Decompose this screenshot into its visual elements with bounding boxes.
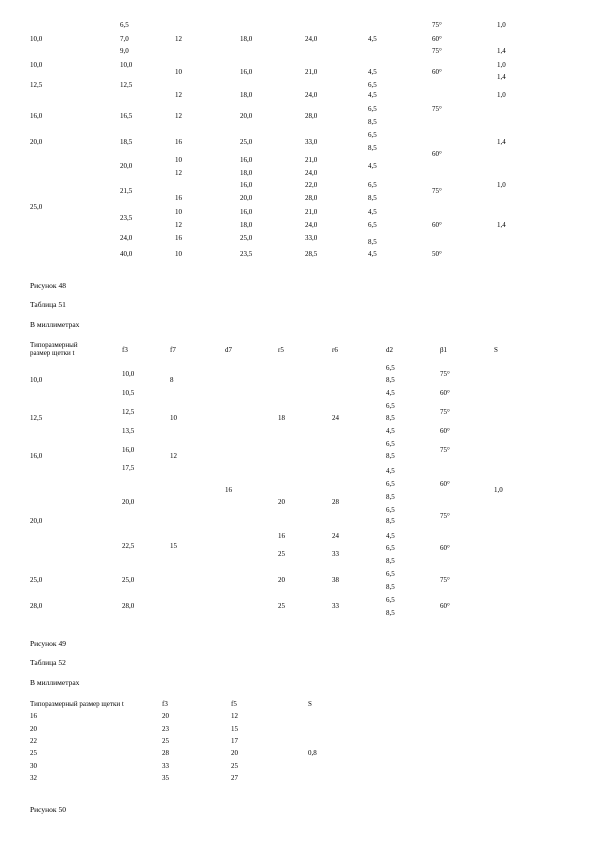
table-cell: 12 xyxy=(175,35,182,43)
table-cell: 60° xyxy=(440,389,450,397)
table-cell: 8,5 xyxy=(368,194,377,202)
table-cell: 33 xyxy=(332,550,339,558)
table-cell: 1,4 xyxy=(497,47,506,55)
table-header-cell: d2 xyxy=(386,346,393,354)
table-cell: 60° xyxy=(432,35,442,43)
table-header-cell: r6 xyxy=(332,346,338,354)
table-cell: 4,5 xyxy=(386,427,395,435)
table-cell: 12 xyxy=(231,712,238,720)
table-cell: 24 xyxy=(332,414,339,422)
table-cell: 12 xyxy=(175,169,182,177)
table-cell: 20,0 xyxy=(240,194,253,202)
table-cell: 4,5 xyxy=(368,250,377,258)
table-header-cell: f5 xyxy=(231,700,237,708)
table-cell: 28,0 xyxy=(305,112,318,120)
table-cell: 60° xyxy=(440,427,450,435)
table-cell: 33,0 xyxy=(305,234,318,242)
table-cell: 20 xyxy=(278,498,285,506)
table-cell: 60° xyxy=(440,480,450,488)
table-cell: 10 xyxy=(175,68,182,76)
table-cell: 20,0 xyxy=(30,138,43,146)
table-cell: 4,5 xyxy=(386,389,395,397)
table-cell: 4,5 xyxy=(386,467,395,475)
table-cell: 40,0 xyxy=(120,250,133,258)
table-cell: 28 xyxy=(332,498,339,506)
table-cell: 8,5 xyxy=(386,376,395,384)
table-cell: 12 xyxy=(175,112,182,120)
table-cell: 18,0 xyxy=(240,35,253,43)
table-cell: 8,5 xyxy=(386,557,395,565)
table-header-cell: β1 xyxy=(440,346,448,354)
figure-caption: Рисунок 50 xyxy=(30,805,66,814)
table-cell: 13,5 xyxy=(122,427,135,435)
table-cell: 12 xyxy=(170,452,177,460)
table-cell: 6,5 xyxy=(368,181,377,189)
table-cell: 32 xyxy=(30,774,37,782)
table-cell: 8,5 xyxy=(386,493,395,501)
table-cell: 10,0 xyxy=(122,370,135,378)
table-cell: 16 xyxy=(175,138,182,146)
table-cell: 17,5 xyxy=(122,464,135,472)
table-cell: 4,5 xyxy=(386,532,395,540)
table-cell: 25 xyxy=(278,550,285,558)
table-cell: 23,5 xyxy=(120,214,133,222)
table-cell: 10,0 xyxy=(30,35,43,43)
table-cell: 16,5 xyxy=(120,112,133,120)
table-cell: 1,0 xyxy=(494,486,503,494)
table-cell: 8,5 xyxy=(368,118,377,126)
table-header-cell: f3 xyxy=(162,700,168,708)
table-cell: 23,5 xyxy=(240,250,253,258)
table-cell: 21,0 xyxy=(305,68,318,76)
table-cell: 8,5 xyxy=(368,144,377,152)
table-cell: 75° xyxy=(432,187,442,195)
table-cell: 28,0 xyxy=(122,602,135,610)
table-cell: 4,5 xyxy=(368,208,377,216)
table-cell: 12 xyxy=(175,221,182,229)
table-cell: 10,0 xyxy=(30,61,43,69)
table-cell: 6,5 xyxy=(386,596,395,604)
table-cell: 18,5 xyxy=(120,138,133,146)
table-header-cell: d7 xyxy=(225,346,232,354)
table-cell: 10 xyxy=(175,208,182,216)
table-cell: 25 xyxy=(231,762,238,770)
table-cell: 20,0 xyxy=(120,162,133,170)
table-cell: 60° xyxy=(432,221,442,229)
table-header-cell: f3 xyxy=(122,346,128,354)
table-cell: 21,5 xyxy=(120,187,133,195)
table-cell: 33,0 xyxy=(305,138,318,146)
table-header-cell: r5 xyxy=(278,346,284,354)
table-cell: 1,4 xyxy=(497,138,506,146)
table-cell: 0,8 xyxy=(308,749,317,757)
table-cell: 8,5 xyxy=(386,414,395,422)
table-cell: 33 xyxy=(332,602,339,610)
table-cell: 6,5 xyxy=(368,105,377,113)
table-cell: 75° xyxy=(440,576,450,584)
table-cell: 12 xyxy=(175,91,182,99)
table-cell: 20 xyxy=(30,725,37,733)
table-cell: 12,5 xyxy=(122,408,135,416)
table-cell: 18,0 xyxy=(240,221,253,229)
table-cell: 4,5 xyxy=(368,162,377,170)
table-header-cell: Типоразмерный размер щетки t xyxy=(30,700,124,708)
table-cell: 25 xyxy=(30,749,37,757)
table-cell: 25 xyxy=(278,602,285,610)
table-cell: 75° xyxy=(440,370,450,378)
table-cell: 24,0 xyxy=(120,234,133,242)
table-cell: 16,0 xyxy=(122,446,135,454)
table-cell: 20,0 xyxy=(30,517,43,525)
table-cell: 28,5 xyxy=(305,250,318,258)
table-cell: 17 xyxy=(231,737,238,745)
table-cell: 6,5 xyxy=(386,570,395,578)
table-cell: 10,0 xyxy=(30,376,43,384)
table-header-cell: S xyxy=(308,700,312,708)
table-cell: 8 xyxy=(170,376,174,384)
table-cell: 18,0 xyxy=(240,169,253,177)
table-cell: 16 xyxy=(30,712,37,720)
table-cell: 28 xyxy=(162,749,169,757)
table-cell: 8,5 xyxy=(386,517,395,525)
table-units: В миллиметрах xyxy=(30,320,80,329)
table-cell: 16,0 xyxy=(240,181,253,189)
table-cell: 4,5 xyxy=(368,35,377,43)
table-cell: 21,0 xyxy=(305,156,318,164)
table-cell: 6,5 xyxy=(386,480,395,488)
table-cell: 6,5 xyxy=(368,131,377,139)
table-cell: 33 xyxy=(162,762,169,770)
table-cell: 16 xyxy=(225,486,232,494)
table-cell: 75° xyxy=(440,446,450,454)
table-cell: 6,5 xyxy=(368,221,377,229)
table-header-cell: Типоразмерный размер щетки t xyxy=(30,341,78,357)
table-cell: 18,0 xyxy=(240,91,253,99)
table-cell: 16 xyxy=(175,194,182,202)
table-cell: 12,5 xyxy=(30,414,43,422)
table-cell: 6,5 xyxy=(386,506,395,514)
table-cell: 24,0 xyxy=(305,221,318,229)
table-cell: 75° xyxy=(432,105,442,113)
table-cell: 15 xyxy=(170,542,177,550)
table-cell: 20 xyxy=(278,576,285,584)
table-cell: 7,0 xyxy=(120,35,129,43)
table-cell: 1,0 xyxy=(497,91,506,99)
table-cell: 1,0 xyxy=(497,181,506,189)
table-cell: 22 xyxy=(30,737,37,745)
table-cell: 20,0 xyxy=(240,112,253,120)
table-cell: 6,5 xyxy=(386,364,395,372)
table-cell: 16,0 xyxy=(240,156,253,164)
table-header-cell: S xyxy=(494,346,498,354)
table-cell: 25,0 xyxy=(240,234,253,242)
table-cell: 16 xyxy=(175,234,182,242)
table-cell: 24,0 xyxy=(305,169,318,177)
table-title: Таблица 52 xyxy=(30,658,66,667)
table-cell: 25,0 xyxy=(30,576,43,584)
figure-caption: Рисунок 49 xyxy=(30,639,66,648)
table-cell: 75° xyxy=(440,408,450,416)
table-cell: 10,5 xyxy=(122,389,135,397)
table-cell: 1,0 xyxy=(497,21,506,29)
table-cell: 75° xyxy=(440,512,450,520)
table-cell: 6,5 xyxy=(386,440,395,448)
table-cell: 16,0 xyxy=(30,452,43,460)
table-cell: 6,5 xyxy=(386,402,395,410)
table-cell: 9,0 xyxy=(120,47,129,55)
table-cell: 4,5 xyxy=(368,91,377,99)
table-cell: 35 xyxy=(162,774,169,782)
table-cell: 22,5 xyxy=(122,542,135,550)
table-cell: 20,0 xyxy=(122,498,135,506)
table-cell: 27 xyxy=(231,774,238,782)
table-cell: 75° xyxy=(432,47,442,55)
table-cell: 1,4 xyxy=(497,221,506,229)
table-cell: 20 xyxy=(162,712,169,720)
table-cell: 38 xyxy=(332,576,339,584)
table-cell: 22,0 xyxy=(305,181,318,189)
table-cell: 15 xyxy=(231,725,238,733)
table-cell: 1,0 xyxy=(497,61,506,69)
table-cell: 24,0 xyxy=(305,91,318,99)
table-header-cell: f7 xyxy=(170,346,176,354)
table-cell: 60° xyxy=(440,544,450,552)
table-cell: 23 xyxy=(162,725,169,733)
figure-caption: Рисунок 48 xyxy=(30,281,66,290)
table-cell: 10 xyxy=(170,414,177,422)
table-cell: 12,5 xyxy=(120,81,133,89)
table-cell: 24,0 xyxy=(305,35,318,43)
table-cell: 20 xyxy=(231,749,238,757)
table-cell: 8,5 xyxy=(386,609,395,617)
table-cell: 1,4 xyxy=(497,73,506,81)
table-cell: 30 xyxy=(30,762,37,770)
table-title: Таблица 51 xyxy=(30,300,66,309)
table-cell: 28,0 xyxy=(305,194,318,202)
table-cell: 24 xyxy=(332,532,339,540)
table-cell: 60° xyxy=(440,602,450,610)
table-cell: 18 xyxy=(278,414,285,422)
table-cell: 60° xyxy=(432,150,442,158)
table-cell: 25,0 xyxy=(240,138,253,146)
table-cell: 6,5 xyxy=(386,544,395,552)
table-cell: 10,0 xyxy=(120,61,133,69)
table-units: В миллиметрах xyxy=(30,678,80,687)
table-cell: 60° xyxy=(432,68,442,76)
table-cell: 16,0 xyxy=(240,208,253,216)
table-cell: 8,5 xyxy=(386,583,395,591)
table-cell: 10 xyxy=(175,250,182,258)
table-cell: 25 xyxy=(162,737,169,745)
table-cell: 21,0 xyxy=(305,208,318,216)
table-cell: 25,0 xyxy=(122,576,135,584)
table-cell: 10 xyxy=(175,156,182,164)
table-cell: 16,0 xyxy=(240,68,253,76)
table-cell: 6,5 xyxy=(368,81,377,89)
table-cell: 4,5 xyxy=(368,68,377,76)
table-cell: 6,5 xyxy=(120,21,129,29)
table-cell: 28,0 xyxy=(30,602,43,610)
table-cell: 16,0 xyxy=(30,112,43,120)
table-cell: 8,5 xyxy=(368,238,377,246)
table-cell: 50° xyxy=(432,250,442,258)
table-cell: 8,5 xyxy=(386,452,395,460)
table-cell: 16 xyxy=(278,532,285,540)
table-cell: 12,5 xyxy=(30,81,43,89)
table-cell: 25,0 xyxy=(30,203,43,211)
table-cell: 75° xyxy=(432,21,442,29)
